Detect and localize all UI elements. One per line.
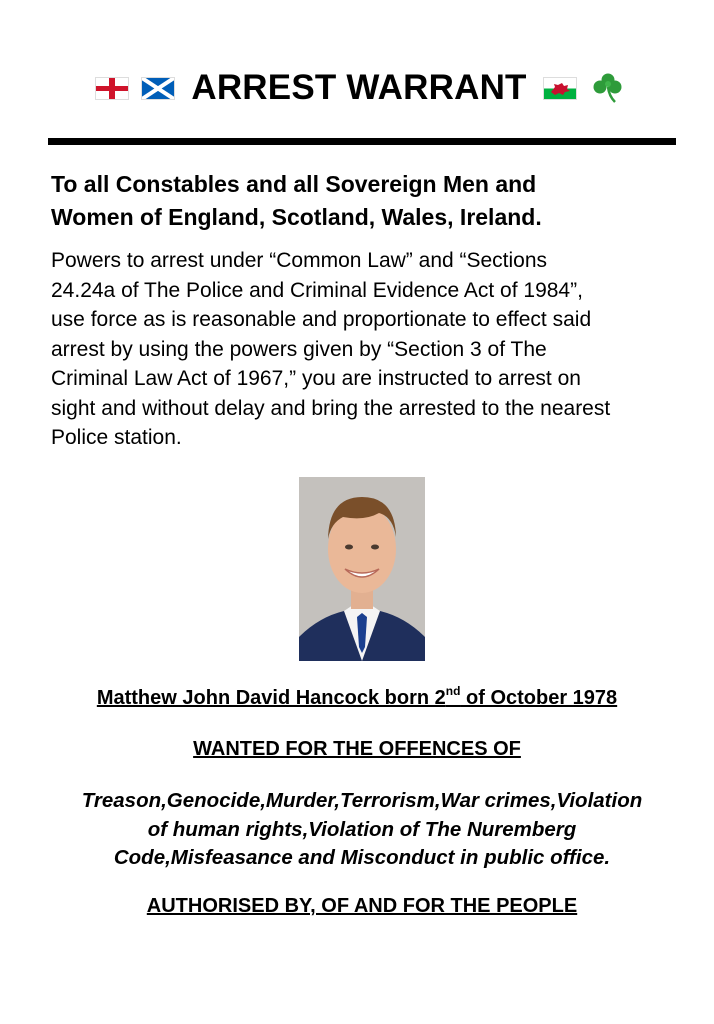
england-flag-icon — [96, 78, 128, 99]
divider-rule — [48, 138, 676, 145]
subject-name-prefix: Matthew John David Hancock born 2 — [96, 687, 446, 709]
title-banner — [0, 62, 714, 114]
shamrock-icon — [591, 71, 625, 105]
wales-flag-icon — [544, 78, 576, 99]
offences-list: Treason,Genocide,Murder,Terrorism,War crimes,Violation of human rights,Violation of The Nuremberg Code,Misfeasance and Misconduct in public office. — [81, 789, 643, 869]
powers-paragraph: Powers to arrest under “Common Law” and “Sections 24.24a of The Police and Criminal Evidence Act of 1984”, use force as is reasonable and proportionate to effect said arrest by using the powers given by “Section 3 of The Criminal Law Act of 1967,” you are instructed to arrest on sight and without delay and bring the arrested to the nearest Police station. — [51, 249, 611, 449]
wanted-heading: WANTED FOR THE OFFENCES OF — [193, 738, 521, 760]
subject-name — [0, 685, 714, 711]
address-heading: To all Constables and all Sovereign Men and Women of England, Scotland, Wales, Ireland. — [51, 171, 542, 230]
page-title: ARREST WARRANT — [191, 68, 527, 107]
subject-name-superscript: nd — [445, 684, 461, 698]
subject-name-suffix: of October 1978 — [460, 687, 618, 709]
scotland-flag-icon — [142, 78, 174, 99]
authorisation-line: AUTHORISED BY, OF AND FOR THE PEOPLE — [146, 895, 578, 917]
portrait-photo — [299, 477, 425, 661]
